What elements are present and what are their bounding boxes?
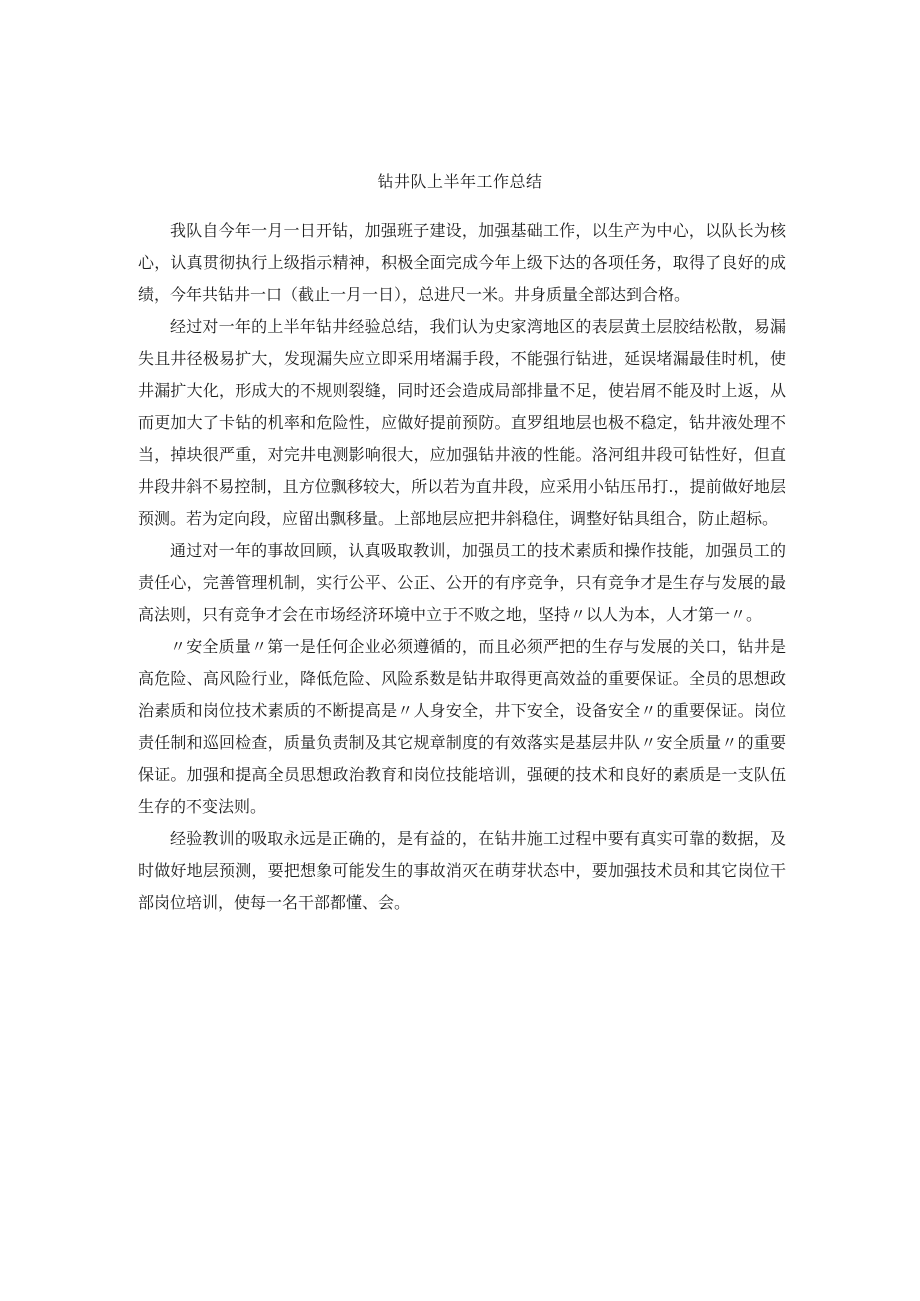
paragraph-1: 我队自今年一月一日开钻，加强班子建设，加强基础工作，以生产为中心，以队长为核心，认真贯彻执行上级指示精神，积极全面完成今年上级下达的各项任务，取得了良好的成绩，今年共钻井一口（截止一月一日），总进尺一米。井身质量全部达到合格。 — [138, 221, 786, 304]
document-body — [138, 215, 786, 919]
paragraph-5: 经验教训的吸取永远是正确的，是有益的，在钻井施工过程中要有真实可靠的数据，及时做好地层预测，要把想象可能发生的事故消灭在萌芽状态中，要加强技术员和其它岗位干部岗位培训，使每一名干部都懂、会。 — [138, 829, 786, 912]
paragraph-4: 〃安全质量〃第一是任何企业必须遵循的，而且必须严把的生存与发展的关口，钻井是高危险、高风险行业，降低危险、风险系数是钻井取得更高效益的重要保证。全员的思想政治素质和岗位技术素质的不断提高是〃人身安全，井下安全，设备安全〃的重要保证。岗位责任制和巡回检查，质量负责制及其它规章制度的有效落实是基层井队〃安全质量〃的重要保证。加强和提高全员思想政治教育和岗位技能培训，强硬的技术和良好的素质是一支队伍生存的不变法则。 — [138, 637, 786, 816]
document-title: 钻井队上半年工作总结 — [377, 172, 543, 191]
paragraph-3: 通过对一年的事故回顾，认真吸取教训，加强员工的技术素质和操作技能，加强员工的责任心，完善管理机制，实行公平、公正、公开的有序竞争，只有竞争才是生存与发展的最高法则，只有竞争才会在市场经济环境中立于不败之地，坚持〃以人为本，人才第一〃。 — [138, 541, 786, 624]
paragraph-2: 经过对一年的上半年钻井经验总结，我们认为史家湾地区的表层黄土层胶结松散，易漏失且井径极易扩大，发现漏失应立即采用堵漏手段，不能强行钻进，延误堵漏最佳时机，使井漏扩大化，形成大的不规则裂缝，同时还会造成局部排量不足，使岩屑不能及时上返，从而更加大了卡钻的机率和危险性，应做好提前预防。直罗组地层也极不稳定，钻井液处理不当，掉块很严重，对完井电测影响很大，应加强钻井液的性能。洛河组井段可钻性好，但直井段井斜不易控制，且方位飘移较大，所以若为直井段，应采用小钻压吊打.，提前做好地层预测。若为定向段，应留出飘移量。上部地层应把井斜稳住，调整好钻具组合，防止超标。 — [138, 317, 786, 528]
